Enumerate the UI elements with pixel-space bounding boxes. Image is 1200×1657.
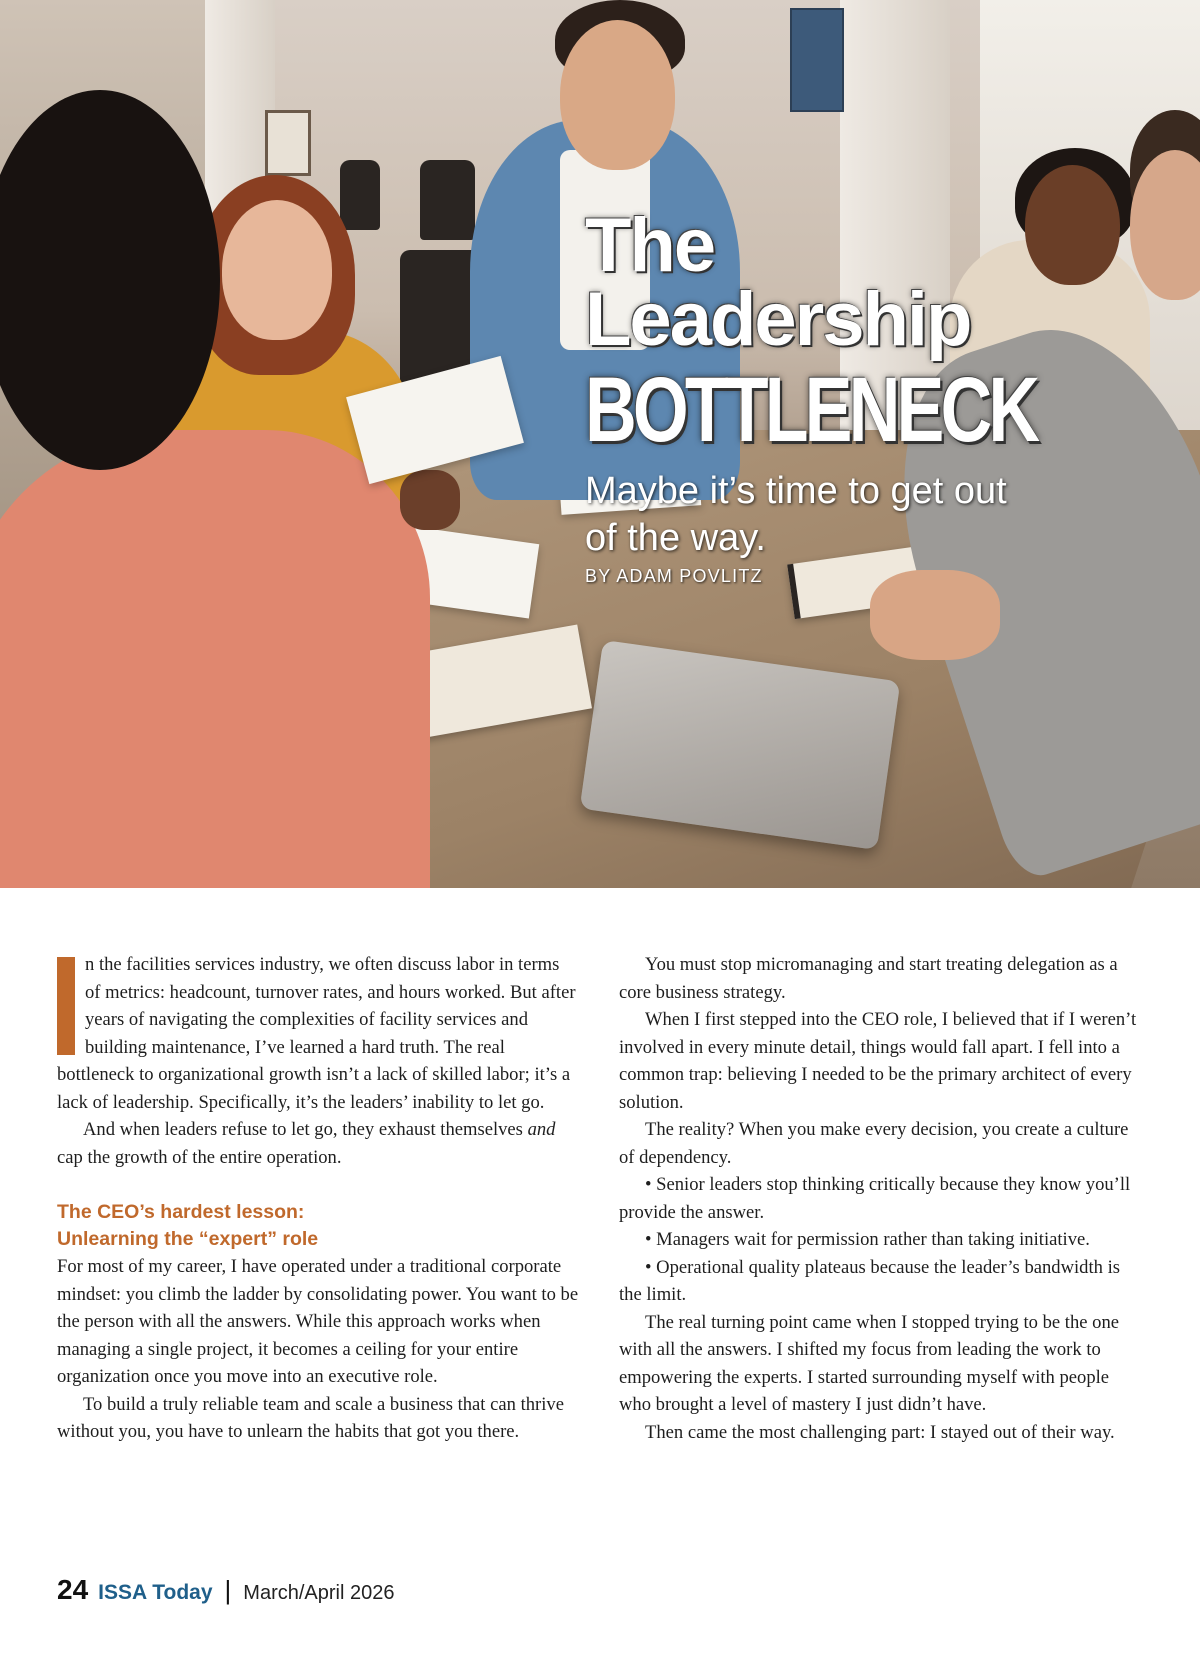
article-paragraph: Then came the most challenging part: I stayed out of their way.: [645, 1421, 1115, 1443]
bullet-item: • Managers wait for permission rather than taking initiative.: [645, 1229, 1090, 1250]
drop-cap-bar: [57, 957, 75, 1055]
page-footer: [57, 1574, 394, 1606]
headline-block: [585, 203, 1145, 587]
headline-line-3: BOTTLENECK: [585, 359, 1037, 461]
paragraph-text: And when leaders refuse to let go, they exhaust themselves: [83, 1119, 528, 1140]
paragraph-text: cap the growth of the entire operation.: [57, 1146, 342, 1168]
footer-separator: |: [224, 1575, 232, 1605]
article-paragraph: The real turning point came when I stopped trying to be the one with all the answers. I shifted my focus from leading the work to empowering the experts. I started surrounding myself with people who brought a level of mastery I just didn’t have.: [619, 1311, 1120, 1415]
article-paragraph: [57, 1116, 579, 1171]
subhead-line: Unlearning the “expert” role: [57, 1228, 319, 1250]
section-subhead: [57, 1199, 579, 1253]
article-paragraph: [57, 951, 579, 1116]
bullet-item: • Senior leaders stop thinking critically because they know you’ll provide the answer.: [619, 1174, 1131, 1223]
wall-frame: [265, 110, 311, 176]
headline-line-2: Leadership: [585, 277, 971, 362]
headline-line-1: The: [585, 203, 715, 288]
article-paragraph: For most of my career, I have operated under a traditional corporate mindset: you climb the ladder by consolidating power. You want to be the person with all the answers. While this approach works when managing a single project, it becomes a ceiling for your entire organization once you move into an executive role.: [57, 1256, 579, 1387]
bullet-item: • Operational quality plateaus because the leader’s bandwidth is the limit.: [619, 1256, 1120, 1305]
wall-poster: [790, 8, 844, 112]
office-chair: [420, 160, 475, 240]
article-paragraph: When I first stepped into the CEO role, I believed that if I weren’t involved in every minute detail, things would fall apart. I fell into a common trap: believing I needed to be the primary architect of every solution.: [619, 1009, 1137, 1113]
subhead-line: The CEO’s hardest lesson:: [57, 1201, 305, 1223]
issue-date: March/April 2026: [243, 1582, 395, 1604]
page-number: 24: [57, 1574, 89, 1605]
deck-subtitle: Maybe it’s time to get out of the way.: [585, 470, 1007, 559]
article-column-right: [619, 951, 1141, 1446]
office-chair: [340, 160, 380, 230]
article-column-left: [57, 951, 579, 1446]
magazine-name: ISSA Today: [98, 1581, 213, 1604]
article-paragraph: To build a truly reliable team and scale a business that can thrive without you, you have to unlearn the habits that got you there.: [57, 1393, 564, 1442]
article-paragraph: The reality? When you make every decision, you create a culture of dependency.: [619, 1119, 1129, 1168]
byline: BY ADAM POVLITZ: [585, 566, 763, 586]
emphasis-text: and: [527, 1119, 556, 1140]
article-paragraph: You must stop micromanaging and start treating delegation as a core business strategy.: [619, 954, 1118, 1003]
paragraph-text: n the facilities services industry, we often discuss labor in terms of metrics: headcount, turnover rates, and hours worked. But after years of navigating the complexities of facility services and building maintenance, I’ve learned a hard truth. The real bottleneck to organizational growth isn’t a lack of skilled labor; it’s a lack of leadership. Specifically, it’s the leaders’ inability to let go.: [57, 954, 576, 1113]
